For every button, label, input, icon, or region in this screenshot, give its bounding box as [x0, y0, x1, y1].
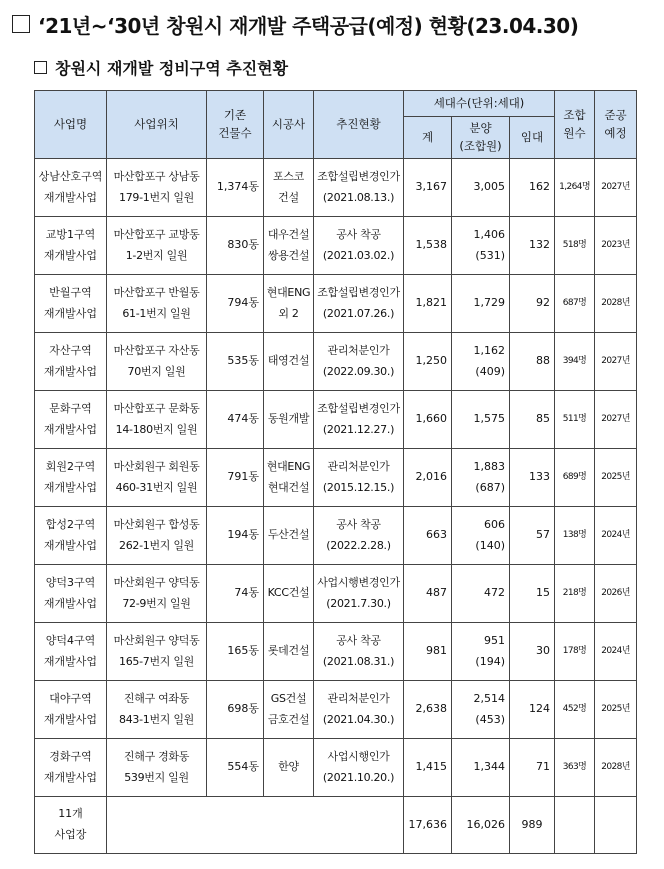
- cell-location: 마산회원구 합성동 262-1번지 일원: [107, 507, 207, 565]
- checkbox-icon: [34, 61, 47, 74]
- cell-sale: 1,162 (409): [452, 333, 510, 391]
- section-title-text: 창원시 재개발 정비구역 추진현황: [55, 59, 289, 78]
- cell-members: 452명: [555, 681, 595, 739]
- cell-progress: 공사 착공 (2021.08.31.): [314, 623, 404, 681]
- cell-sale: 2,514 (453): [452, 681, 510, 739]
- cell-name: 양덕4구역 재개발사업: [35, 623, 107, 681]
- cell-completion: 2023년: [595, 217, 637, 275]
- cell-name: 상남산호구역 재개발사업: [35, 159, 107, 217]
- cell-progress: 조합설립변경인가 (2021.07.26.): [314, 275, 404, 333]
- cell-sale: 1,406 (531): [452, 217, 510, 275]
- document-title-text: ‘21년~‘30년 창원시 재개발 주택공급(예정) 현황(23.04.30): [38, 13, 579, 38]
- cell-existing: 794동: [207, 275, 264, 333]
- header-existing: 기존 건물수: [207, 91, 264, 159]
- cell-existing: 554동: [207, 739, 264, 797]
- cell-completion: 2027년: [595, 333, 637, 391]
- cell-existing: 698동: [207, 681, 264, 739]
- checkbox-icon: [12, 15, 30, 33]
- cell-completion: 2028년: [595, 275, 637, 333]
- cell-sale: 606 (140): [452, 507, 510, 565]
- cell-total: 1,821: [404, 275, 452, 333]
- cell-contractor: KCC건설: [264, 565, 314, 623]
- cell-rental: 132: [510, 217, 555, 275]
- cell-sale: 951 (194): [452, 623, 510, 681]
- cell-name: 양덕3구역 재개발사업: [35, 565, 107, 623]
- total-rental: 989: [510, 797, 555, 854]
- cell-members: 511명: [555, 391, 595, 449]
- table-body: [35, 159, 637, 797]
- cell-progress: 조합설립변경인가 (2021.08.13.): [314, 159, 404, 217]
- cell-sale: 3,005: [452, 159, 510, 217]
- cell-completion: 2024년: [595, 507, 637, 565]
- header-households: 세대수(단위:세대): [404, 91, 555, 117]
- cell-location: 마산합포구 상남동 179-1번지 일원: [107, 159, 207, 217]
- cell-name: 대야구역 재개발사업: [35, 681, 107, 739]
- redevelopment-table: [34, 90, 637, 854]
- cell-progress: 사업시행변경인가 (2021.7.30.): [314, 565, 404, 623]
- cell-rental: 124: [510, 681, 555, 739]
- cell-sale: 1,883 (687): [452, 449, 510, 507]
- cell-contractor: 태영건설: [264, 333, 314, 391]
- cell-members: 687명: [555, 275, 595, 333]
- cell-name: 회원2구역 재개발사업: [35, 449, 107, 507]
- cell-sale: 472: [452, 565, 510, 623]
- cell-contractor: 현대ENG 현대건설: [264, 449, 314, 507]
- total-members-empty: [555, 797, 595, 854]
- cell-contractor: GS건설 금호건설: [264, 681, 314, 739]
- cell-existing: 1,374동: [207, 159, 264, 217]
- cell-location: 진해구 여좌동 843-1번지 일원: [107, 681, 207, 739]
- cell-existing: 74동: [207, 565, 264, 623]
- cell-location: 마산합포구 자산동 70번지 일원: [107, 333, 207, 391]
- table-total-row: [35, 797, 637, 854]
- cell-members: 518명: [555, 217, 595, 275]
- table-row: [35, 159, 637, 217]
- header-location: 사업위치: [107, 91, 207, 159]
- document-title: [12, 6, 578, 42]
- cell-total: 1,250: [404, 333, 452, 391]
- cell-rental: 133: [510, 449, 555, 507]
- cell-name: 경화구역 재개발사업: [35, 739, 107, 797]
- cell-rental: 71: [510, 739, 555, 797]
- cell-progress: 관리처분인가 (2015.12.15.): [314, 449, 404, 507]
- cell-total: 1,538: [404, 217, 452, 275]
- cell-contractor: 포스코 건설: [264, 159, 314, 217]
- header-members: 조합 원수: [555, 91, 595, 159]
- cell-rental: 88: [510, 333, 555, 391]
- cell-existing: 194동: [207, 507, 264, 565]
- cell-rental: 162: [510, 159, 555, 217]
- table-header-row: [35, 91, 637, 117]
- table-row: [35, 449, 637, 507]
- header-sale: 분양 (조합원): [452, 117, 510, 159]
- cell-sale: 1,575: [452, 391, 510, 449]
- table-row: [35, 623, 637, 681]
- cell-existing: 791동: [207, 449, 264, 507]
- cell-contractor: 롯데건설: [264, 623, 314, 681]
- table-row: [35, 217, 637, 275]
- cell-progress: 공사 착공 (2022.2.28.): [314, 507, 404, 565]
- header-name: 사업명: [35, 91, 107, 159]
- cell-progress: 관리처분인가 (2021.04.30.): [314, 681, 404, 739]
- cell-sale: 1,729: [452, 275, 510, 333]
- cell-progress: 공사 착공 (2021.03.02.): [314, 217, 404, 275]
- cell-rental: 15: [510, 565, 555, 623]
- table-row: [35, 681, 637, 739]
- cell-completion: 2024년: [595, 623, 637, 681]
- cell-members: 138명: [555, 507, 595, 565]
- cell-total: 3,167: [404, 159, 452, 217]
- cell-total: 663: [404, 507, 452, 565]
- header-total: 계: [404, 117, 452, 159]
- cell-progress: 조합설립변경인가 (2021.12.27.): [314, 391, 404, 449]
- cell-total: 2,016: [404, 449, 452, 507]
- cell-name: 자산구역 재개발사업: [35, 333, 107, 391]
- table-row: [35, 507, 637, 565]
- cell-rental: 92: [510, 275, 555, 333]
- table-row: [35, 333, 637, 391]
- cell-contractor: 동원개발: [264, 391, 314, 449]
- cell-name: 교방1구역 재개발사업: [35, 217, 107, 275]
- table-row: [35, 739, 637, 797]
- total-households: 17,636: [404, 797, 452, 854]
- cell-completion: 2027년: [595, 159, 637, 217]
- cell-total: 1,660: [404, 391, 452, 449]
- total-empty-cell: [107, 797, 404, 854]
- cell-progress: 관리처분인가 (2022.09.30.): [314, 333, 404, 391]
- header-contractor: 시공사: [264, 91, 314, 159]
- cell-rental: 57: [510, 507, 555, 565]
- cell-location: 마산합포구 문화동 14-180번지 일원: [107, 391, 207, 449]
- header-rental: 임대: [510, 117, 555, 159]
- cell-location: 마산합포구 교방동 1-2번지 일원: [107, 217, 207, 275]
- cell-total: 2,638: [404, 681, 452, 739]
- cell-name: 문화구역 재개발사업: [35, 391, 107, 449]
- cell-members: 1,264명: [555, 159, 595, 217]
- cell-rental: 85: [510, 391, 555, 449]
- cell-location: 마산합포구 반월동 61-1번지 일원: [107, 275, 207, 333]
- cell-completion: 2025년: [595, 449, 637, 507]
- cell-members: 363명: [555, 739, 595, 797]
- section-title: [34, 56, 288, 79]
- cell-members: 394명: [555, 333, 595, 391]
- cell-completion: 2026년: [595, 565, 637, 623]
- cell-existing: 830동: [207, 217, 264, 275]
- cell-contractor: 두산건설: [264, 507, 314, 565]
- cell-existing: 474동: [207, 391, 264, 449]
- cell-progress: 사업시행인가 (2021.10.20.): [314, 739, 404, 797]
- table-row: [35, 565, 637, 623]
- cell-location: 마산회원구 양덕동 165-7번지 일원: [107, 623, 207, 681]
- cell-location: 마산회원구 회원동 460-31번지 일원: [107, 449, 207, 507]
- cell-total: 981: [404, 623, 452, 681]
- cell-members: 178명: [555, 623, 595, 681]
- cell-location: 마산회원구 양덕동 72-9번지 일원: [107, 565, 207, 623]
- cell-completion: 2025년: [595, 681, 637, 739]
- cell-name: 합성2구역 재개발사업: [35, 507, 107, 565]
- table-row: [35, 275, 637, 333]
- cell-existing: 165동: [207, 623, 264, 681]
- total-sale: 16,026: [452, 797, 510, 854]
- cell-members: 218명: [555, 565, 595, 623]
- cell-total: 1,415: [404, 739, 452, 797]
- cell-completion: 2027년: [595, 391, 637, 449]
- cell-contractor: 한양: [264, 739, 314, 797]
- cell-location: 진해구 경화동 539번지 일원: [107, 739, 207, 797]
- cell-contractor: 현대ENG 외 2: [264, 275, 314, 333]
- cell-name: 반월구역 재개발사업: [35, 275, 107, 333]
- table-row: [35, 391, 637, 449]
- cell-total: 487: [404, 565, 452, 623]
- cell-existing: 535동: [207, 333, 264, 391]
- cell-members: 689명: [555, 449, 595, 507]
- header-completion: 준공 예정: [595, 91, 637, 159]
- total-completion-empty: [595, 797, 637, 854]
- cell-sale: 1,344: [452, 739, 510, 797]
- cell-completion: 2028년: [595, 739, 637, 797]
- total-label: 11개 사업장: [35, 797, 107, 854]
- cell-contractor: 대우건설 쌍용건설: [264, 217, 314, 275]
- header-progress: 추진현황: [314, 91, 404, 159]
- cell-rental: 30: [510, 623, 555, 681]
